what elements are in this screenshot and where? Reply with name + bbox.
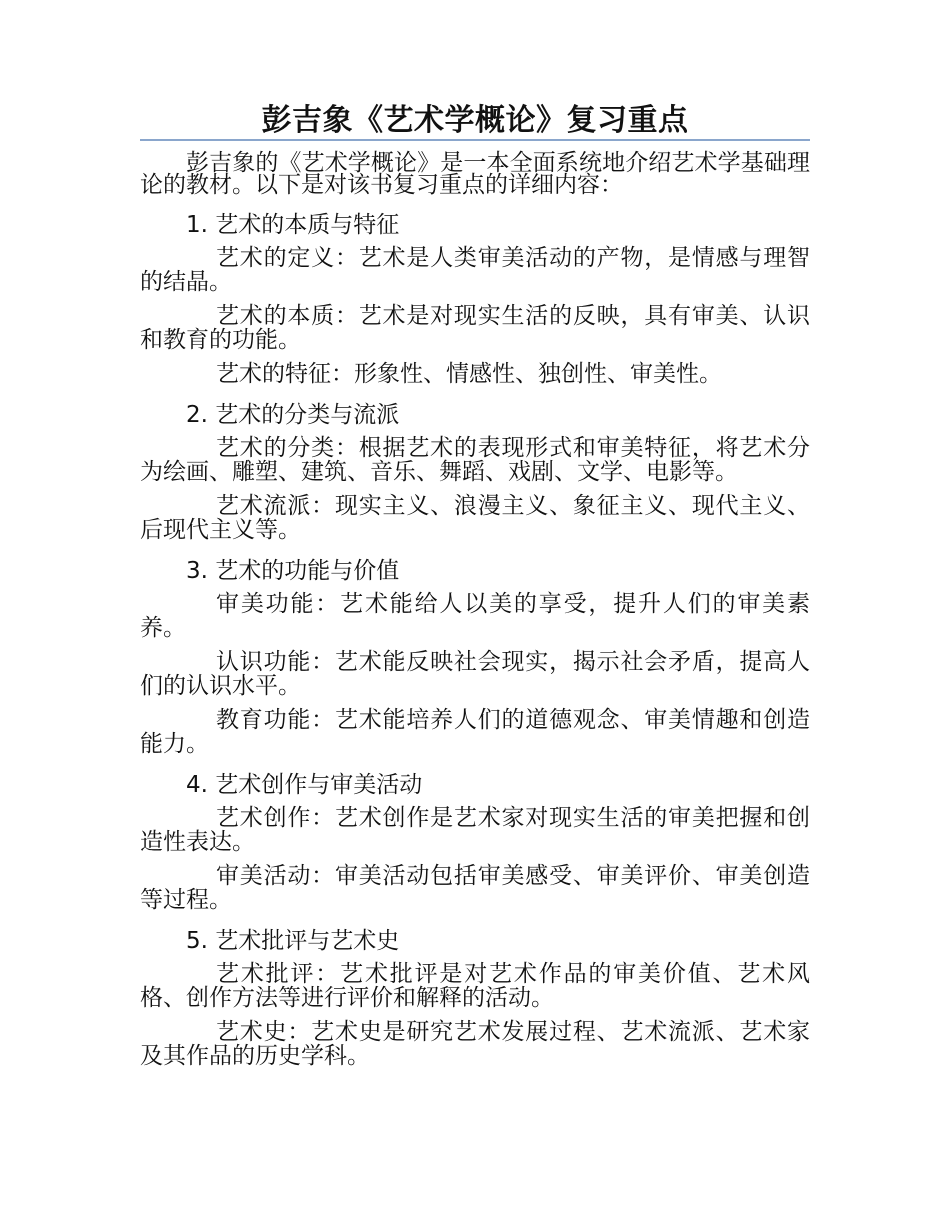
intro-paragraph: 彭吉象的《艺术学概论》是一本全面系统地介绍艺术学基础理论的教材。以下是对该书复习重点的详细内容： bbox=[140, 150, 810, 198]
section-4 bbox=[140, 770, 810, 912]
section-item: 艺术的定义：艺术是人类审美活动的产物，是情感与理智的结晶。 bbox=[140, 245, 810, 295]
section-heading: 1. 艺术的本质与特征 bbox=[186, 212, 400, 238]
section-item: 艺术创作：艺术创作是艺术家对现实生活的审美把握和创造性表达。 bbox=[140, 805, 810, 855]
section-3 bbox=[140, 556, 810, 756]
section-item: 审美活动：审美活动包括审美感受、审美评价、审美创造等过程。 bbox=[140, 863, 810, 913]
section-heading: 2. 艺术的分类与流派 bbox=[186, 402, 400, 428]
section-item: 认识功能：艺术能反映社会现实，揭示社会矛盾，提高人们的认识水平。 bbox=[140, 649, 810, 699]
section-item: 审美功能：艺术能给人以美的享受，提升人们的审美素养。 bbox=[140, 591, 810, 641]
section-heading: 3. 艺术的功能与价值 bbox=[186, 558, 400, 584]
title-underline bbox=[140, 139, 810, 141]
section-item: 艺术流派：现实主义、浪漫主义、象征主义、现代主义、后现代主义等。 bbox=[140, 493, 810, 543]
document-body bbox=[140, 152, 810, 1068]
section-item: 教育功能：艺术能培养人们的道德观念、审美情趣和创造能力。 bbox=[140, 707, 810, 757]
section-heading: 5. 艺术批评与艺术史 bbox=[186, 928, 400, 954]
section-item: 艺术的分类：根据艺术的表现形式和审美特征，将艺术分为绘画、雕塑、建筑、音乐、舞蹈、戏剧、文学、电影等。 bbox=[140, 435, 810, 485]
section-heading: 4. 艺术创作与审美活动 bbox=[186, 772, 423, 798]
section-item: 艺术的本质：艺术是对现实生活的反映，具有审美、认识和教育的功能。 bbox=[140, 303, 810, 353]
section-item: 艺术史：艺术史是研究艺术发展过程、艺术流派、艺术家及其作品的历史学科。 bbox=[140, 1019, 810, 1069]
section-item: 艺术批评：艺术批评是对艺术作品的审美价值、艺术风格、创作方法等进行评价和解释的活动。 bbox=[140, 961, 810, 1011]
section-1 bbox=[140, 210, 810, 386]
document-title: 彭吉象《艺术学概论》复习重点 bbox=[261, 103, 689, 138]
section-item: 艺术的特征：形象性、情感性、独创性、审美性。 bbox=[216, 361, 722, 387]
section-2 bbox=[140, 400, 810, 542]
section-5 bbox=[140, 926, 810, 1068]
